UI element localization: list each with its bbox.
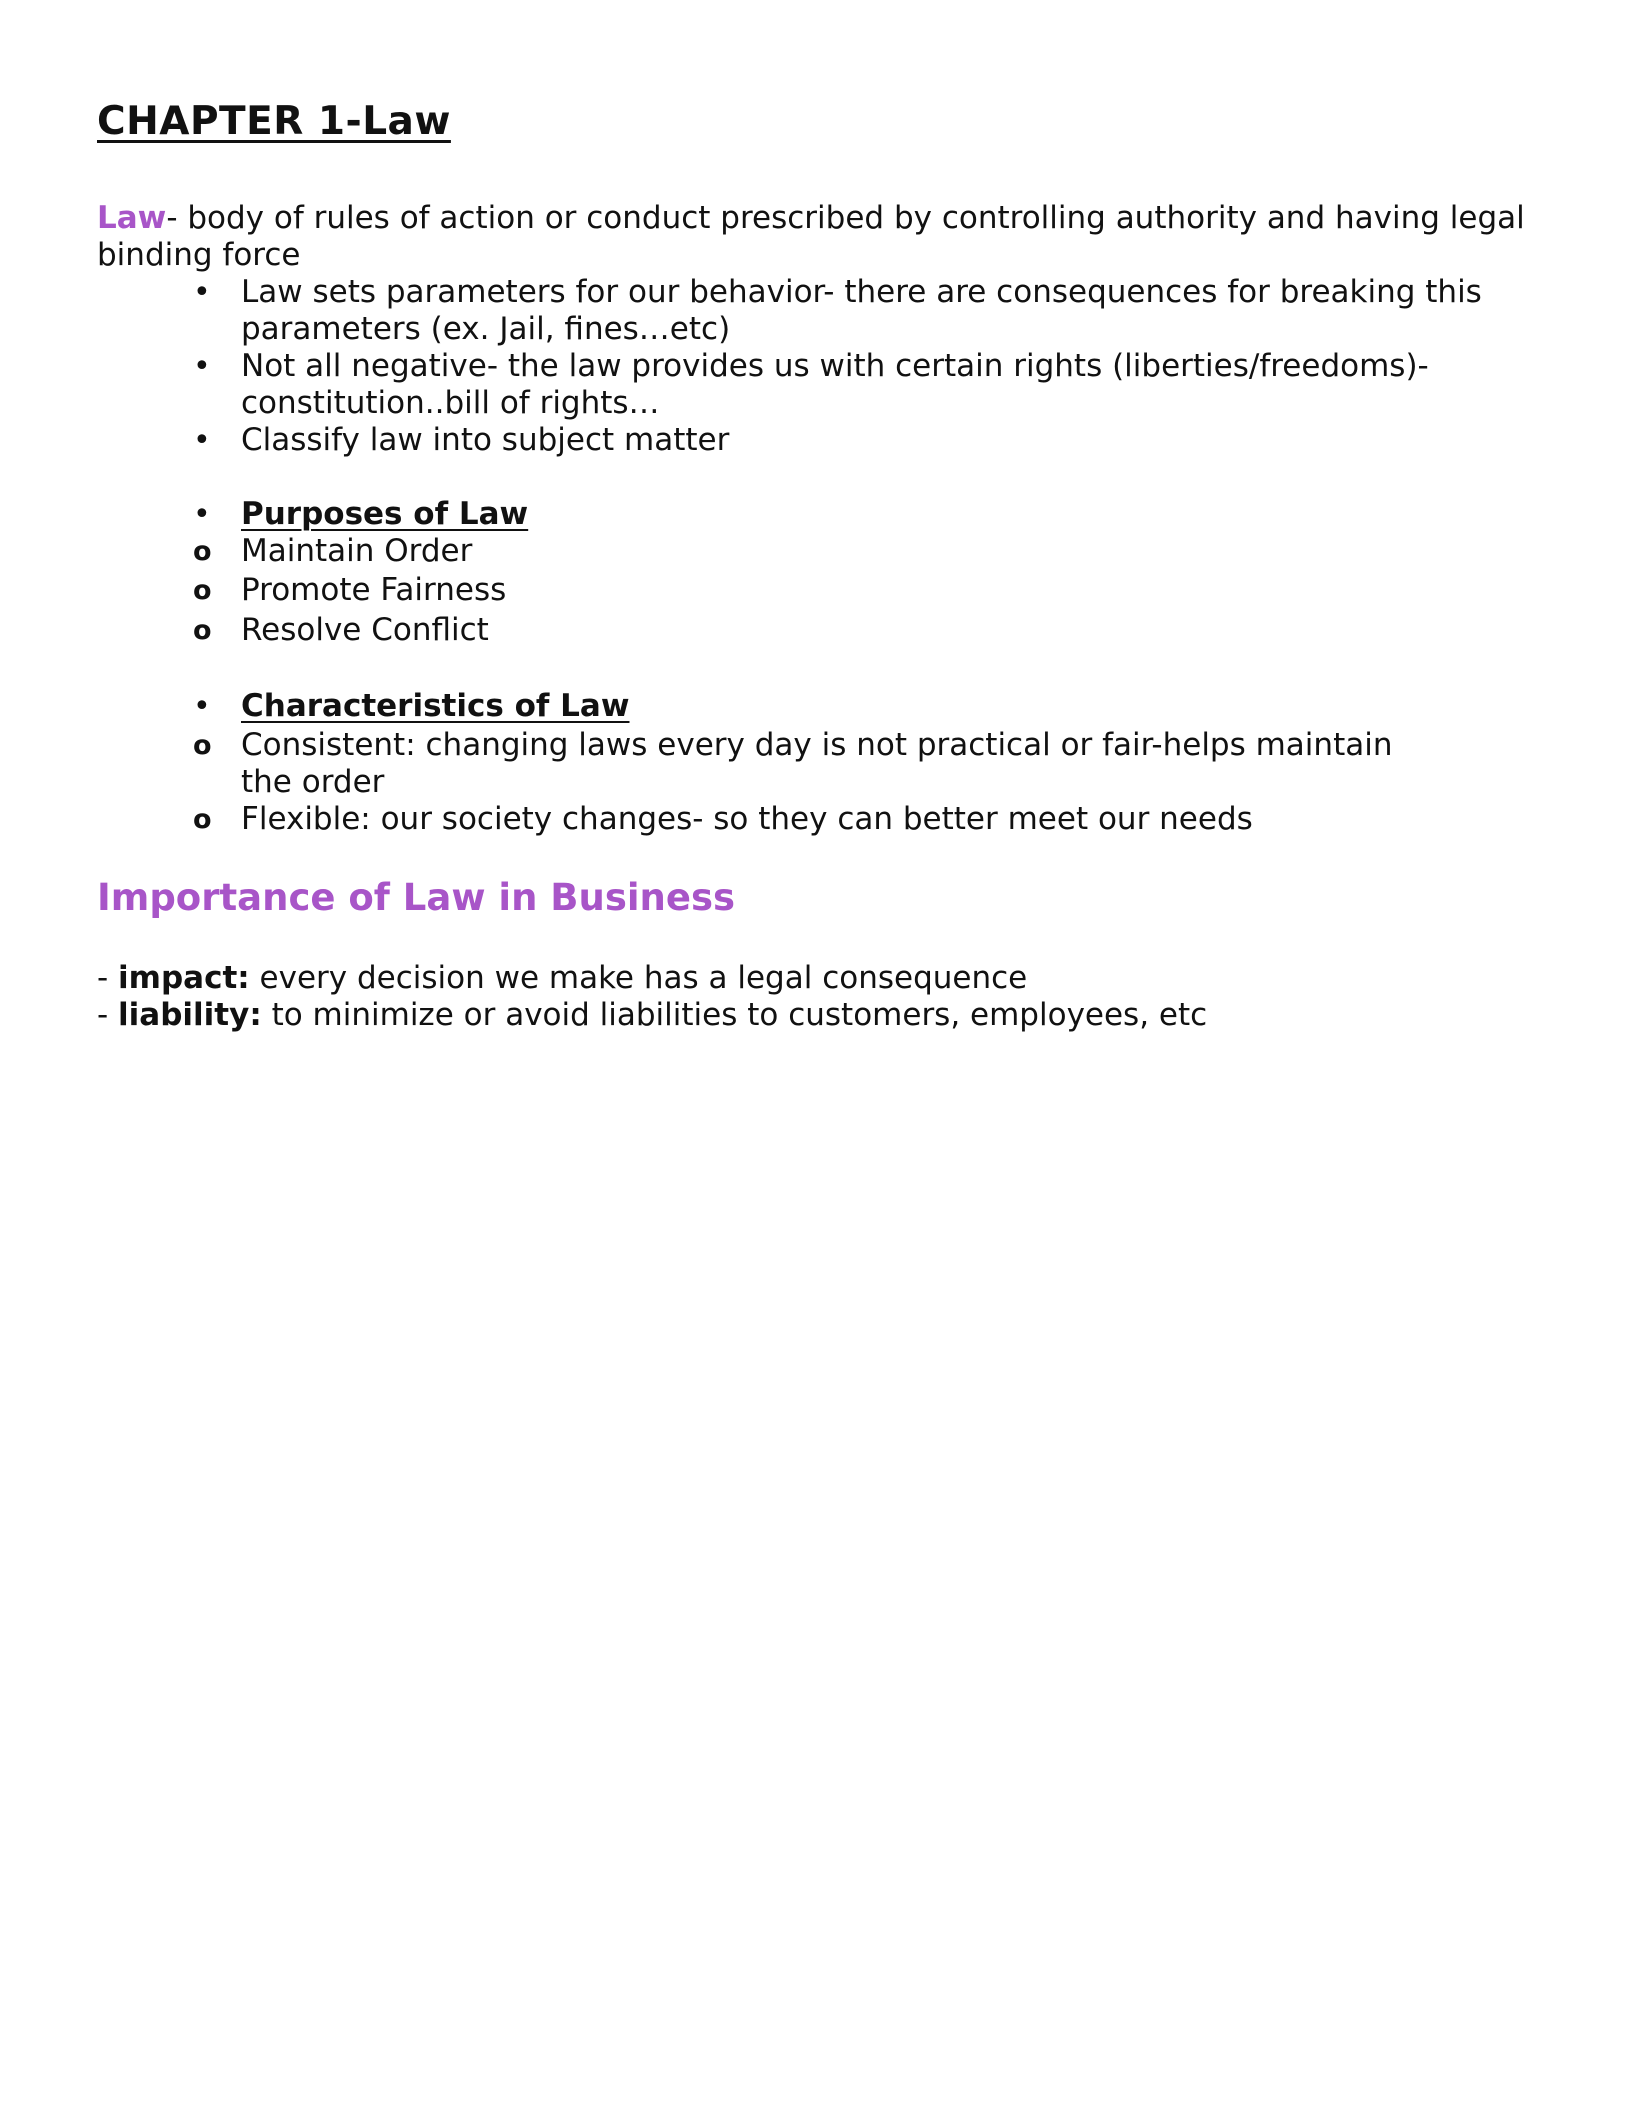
bullet-text: Not all negative- the law provides us with certain rights (liberties/freedoms)- constitution..bill of rights…	[241, 348, 1429, 421]
sub-marker: o	[193, 804, 212, 835]
list-item	[97, 348, 1557, 422]
sub-marker: o	[193, 536, 212, 567]
bullet-text: Law sets parameters for our behavior- there are consequences for breaking this parameters (ex. Jail, fines…etc)	[241, 274, 1482, 347]
bullet-marker: •	[193, 423, 211, 458]
business-line	[97, 997, 1557, 1034]
sub-marker: o	[193, 615, 212, 646]
characteristic-text: Consistent: changing laws every day is not practical or fair-helps maintain the order	[241, 727, 1393, 800]
purpose-text: Resolve Conflict	[241, 612, 489, 648]
spacer	[97, 649, 1557, 688]
line-text: every decision we make has a legal consequence	[249, 960, 1028, 996]
chapter-title: CHAPTER 1-Law	[97, 99, 451, 144]
definition-term: Law	[97, 200, 167, 236]
purposes-list	[145, 533, 1557, 649]
definition-text: - body of rules of action or conduct prescribed by controlling authority and having legal binding force	[97, 200, 1525, 273]
business-heading: Importance of Law in Business	[97, 876, 736, 919]
list-item	[145, 572, 1557, 609]
bullet-marker: •	[193, 349, 211, 384]
purpose-text: Promote Fairness	[241, 572, 507, 608]
list-item	[145, 727, 1557, 801]
list-item	[145, 612, 1557, 649]
bullet-marker: •	[193, 497, 211, 532]
business-line	[97, 960, 1557, 997]
law-bullet-list	[97, 274, 1557, 838]
bullet-text: Classify law into subject matter	[241, 422, 730, 458]
line-term: liability:	[118, 997, 262, 1033]
line-text: to minimize or avoid liabilities to customers, employees, etc	[261, 997, 1208, 1033]
characteristics-list	[145, 727, 1557, 838]
list-item	[97, 422, 1557, 459]
purposes-heading: Purposes of Law	[241, 496, 529, 532]
list-item	[97, 274, 1557, 348]
characteristics-heading: Characteristics of Law	[241, 688, 630, 724]
sub-marker: o	[193, 730, 212, 761]
list-item	[145, 533, 1557, 570]
characteristics-section	[97, 688, 1557, 838]
law-definition	[97, 200, 1557, 274]
purpose-text: Maintain Order	[241, 533, 473, 569]
document-page	[97, 98, 1557, 1034]
line-term: impact:	[118, 960, 250, 996]
spacer	[97, 459, 1557, 496]
line-prefix: -	[97, 960, 119, 996]
line-prefix: -	[97, 997, 119, 1033]
characteristic-text: Flexible: our society changes- so they can better meet our needs	[241, 801, 1253, 837]
sub-marker: o	[193, 575, 212, 606]
purposes-section	[97, 496, 1557, 649]
bullet-marker: •	[193, 275, 211, 310]
list-item	[145, 801, 1557, 838]
bullet-marker: •	[193, 689, 211, 724]
